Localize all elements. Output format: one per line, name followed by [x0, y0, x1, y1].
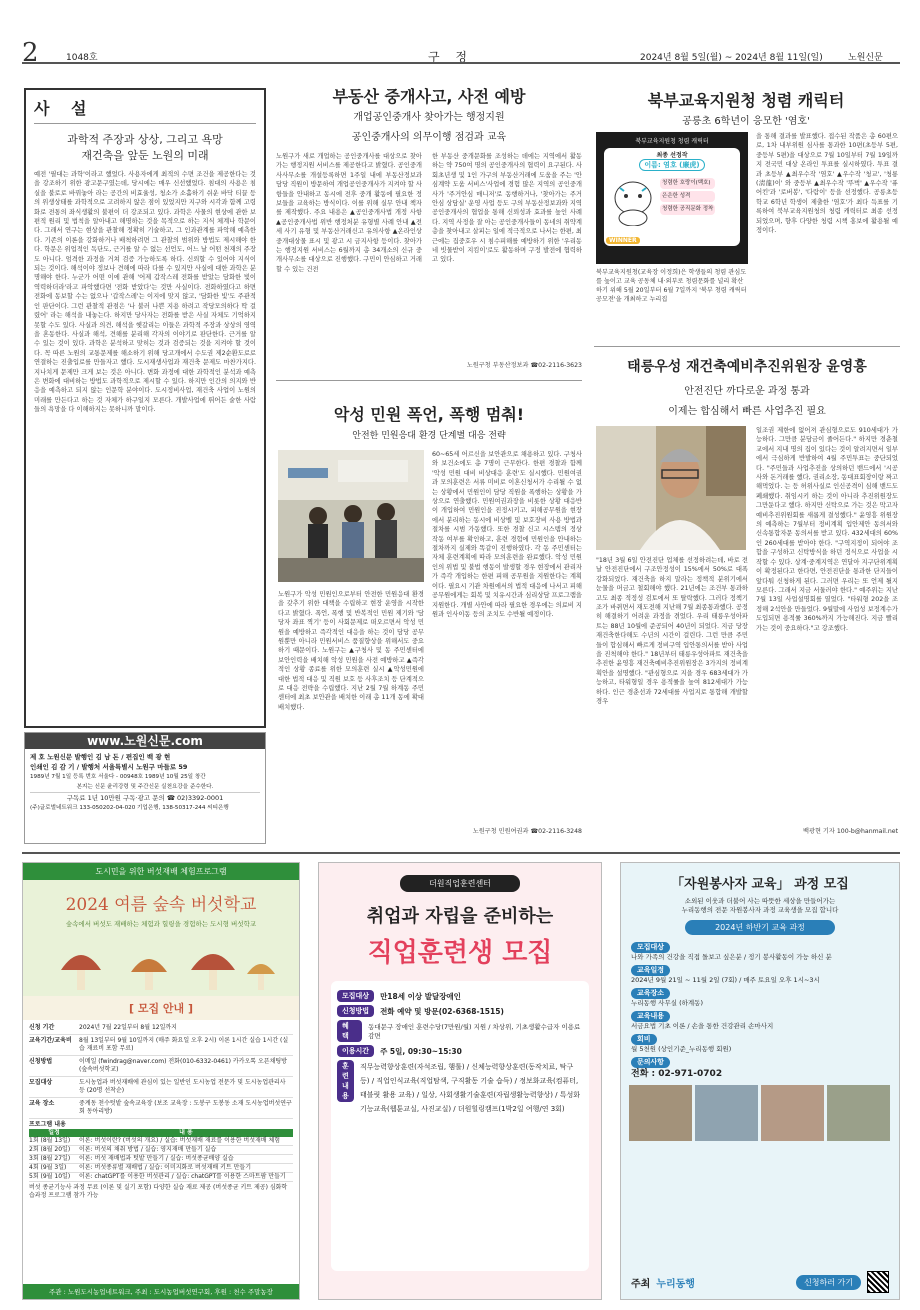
- ad-note: 버섯 종균기능사 과정 무료 (이론 및 실기 포함) 다양한 실습 재료 제공 (버섯종균 키트 제공) 심화학습과정 프로그램 참가 가능: [29, 1184, 288, 1199]
- header-rule: [22, 46, 900, 64]
- site-url[interactable]: www.노원신문.com: [25, 733, 265, 749]
- article-subtitle: 공릉초 6학년이 응모한 '염호': [682, 116, 810, 127]
- ad-tagline: 숲속에서 버섯도 재배하는 체험과 힐링을 경험하는 도시형 버섯학교: [65, 920, 257, 928]
- qr-code-icon[interactable]: [867, 1271, 889, 1293]
- article-column: 60~65세 어르신을 보안관으로 채용하고 있다. 구청사와 보건소에도 총 7명이 근무한다. 한편 경찰과 함께 '악성 민원 대비 비상대응 훈련'도 실시했다. 민원여권과 모의훈련은 서류 미비로 이혼신청서가 수리될 수 없는 상황에서 민원인이 담당 직원을 폭행하는 상황을 가상으로 연출했다. 민원여권과장을 비롯한 상황 대응반이 개입하여 민원인을 진정시키고, 피해공무원을 현장에서 분리하는 동시에 비상벨 및 보호장비 사용 방법과 절차를 시범 가동했다. 또한 경찰 신고 시스템의 정상 작동 여부를 확인하고, 훈련 경험에 민원인을 안내하는 절차까지 실제와 똑같이 진행하였다. 각 동 주민센터는 자체 훈련계획에 따라 모의훈련을 완료했다. 악성 민원인의 위법 및 불법 행동이 발생할 경우 현장에서 관리자가 즉각 개입하는 한편 피해 공무원을 지원한다는 계획이다. 필요시 기관 차원에서의 법적 대응에 나서고 피해공무원에게는 회복 및 치유시간과 심리상담 프로그램을 지원한다. 개별 사안에 따라 필요한 경우에는 의료비 지원과 인사이동 등의 조치도 수반될 예정이다.: [432, 451, 582, 618]
- tiger-mascot-icon: [610, 176, 656, 226]
- ad-info-box: 모집대상 만18세 이상 발달장애인 신청방법 전화 예약 및 방문(02-6368-1515) 혜 택 동대문구 장애인 훈련수당(7만원/월) 지원 / 차상위, 기초생활수급자 이용료 감면 이용시간 주 5일, 09:30~15:30 훈련내용 직무능력향상훈련(자석조립, 햄툴) / 신체능력향상훈련(동작치료, 탁구 등) / 직업인식교육(직업탐색, 구직활동 기술 습득) / 정보화교육(컴퓨터, 태블릿 활용 교육) / 일상, 사회생활기술훈련(자립생활능력향상) / 특성화 기능교육(웹툰교실, 사진교실) / 더원힐링캠프(1박2일 여행/연 3회): [331, 981, 589, 1271]
- article-column: 노원구가 악성 민원인으로부터 안전한 민원응대 환경을 갖추기 위한 대책을 수립하고 현장 운영을 시작한다고 밝혔다. 폭언, 폭행 및 반복적인 민원 제기와 '담당자 좌표 찍기' 등이 사회문제로 떠오르면서 악성 민원을 예방하고 즉각적인 대응을 하는 것이 담당 공무원뿐만 아니라 민원서비스 품질향상을 위해서도 중요하기 때문이다. 노원구는 ▲구청사 및 동 주민센터에 보안인력을 배치해 악성 민원을 사전 예방하고 ▲즉각적인 상황 종료를 위한 모의훈련 실시 ▲악성민원에 대한 법적 대응 및 직원 보호 등 사후조치 등 단계적으로 대응 전략을 수립했다. 지난 2월 7월 하계동 주민센터에 최초 보안관을 배치한 이래 총 11개 동에 확대 배치했다.: [278, 591, 424, 711]
- poster-trait: 청렴한 공직문화 정착: [660, 204, 715, 215]
- article-title: 북부교육지원청 청렴 캐릭터: [647, 91, 845, 110]
- ad-title: 2024 여름 숲속 버섯학교: [65, 895, 257, 915]
- article-column: 일조권 제한에 없어져 관심형으로도 910세대가 가능하다. 그만큼 분담금이 줄어든다." 하지만 경춘철교에서 지내 명의 집이 있다는 것이 알려지면서 일부에서 극심하게 반발하여 4월 주민투표는 중단되었다. "주민들과 사업추진을 상의하던 밴드에서 '시공사와 돈거래를 했다, 권리소장, 동대표회장이랑 짜고 해먹었다. 는 등 허위사실로 인신공격이 심해 밴드도 폐쇄했다. 취임시키 하는 것이 아니라 추진위원장도 그만둔다고 했다. 하지만 신탁으로 가는 것은 막고자 예비추진위원회를 새롭게 결성했다." 윤영흥 위원장의 예측하는 7월부터 정비계획 입안제안 동의서와 신속통합자문 동의서를 받고 있다. 432세대의 60%인 260세대를 받아야 한다. "구역지정이 되어야 조합을 구성하고 신탁방식을 하던 정식으로 사업을 시작할 수 있다. 상계·중계지역은 연달아 지구단위계획이 확정된다고 한다면, 안전진단을 통과한 단지들이 앞다퉈 신청하게 된다. 그러면 우리는 또 언제 될지 모른다. 그래서 지금 서둘러야 한다." 예주위는 지난 7월 13일 사업설명회를 열었다. "타워형 202을 조정해 2석안을 만들었다. 9월말에 사업성 보정계수가 도입되면 용적률 360%까지 가능해진다. 지금 빨리 가는 것이 중요하다."고 강조했다.: [756, 427, 898, 632]
- masthead: [24, 732, 266, 844]
- poster-label: 최종 선정작: [656, 152, 688, 159]
- article-column: 북부교육지원청(교육장 이정희)은 학생들의 청렴 관심도를 높이고 교육 공동체 내·외부로 청렴문화를 널리 확산하기 위해 5월 20일부터 6월 7일까지 '북부 청렴 캐릭터 공모전'을 개최하고 누리집: [596, 269, 747, 303]
- byline: 백광현 기자 100-b@hanmail.net: [803, 828, 898, 835]
- editorial-headline: 과학적 주장과 상상, 그리고 욕망 재건축을 앞둔 노원의 미래: [67, 133, 223, 162]
- issue-number: 1048호: [66, 53, 98, 63]
- ad-title: 「자원봉사자 교육」 과정 모집: [671, 877, 849, 892]
- article-subtitle: 안전진단 까다로운 과정 통과: [684, 386, 810, 397]
- masthead-row: 인쇄인 김 감 기 / 발행처 서울특별시 노원구 마들로 59: [30, 763, 188, 771]
- ad-info-rows: 신청 기간 2024년 7월 22일부터 8월 12일까지 교육기간/교육비 8월 13일부터 9월 10일까지 (매주 화요일 오후 2시) 이론 1시간 실습 1시간 (실습 재료비 포함 무료) 신청방법 이메일 (fwindrag@naver.com) 전화(010-6332-0461) 카카오톡 오픈채팅방 (숲속버섯학교) 모집대상 도시농업과 버섯재배에 관심이 있는 일반인 도시농업 전문가 및 도시농업관리사 등 (20명 선착순) 교육 장소 중계동 천수텃밭 숲속교육장 (보조 교육장 : 도봉구 도봉동 소재 도시농업버섯연구회 동아리방) 프로그램 내용 일정 내 용 1회 (8월 13일) 이론: 버섯이란? (버섯의 개요) / 실습: 버섯재배 재료를 이용한 버섯재배 체험 2회 (8월 20일) 이론: 버섯의 채취 방법 / 실습: 영지재배 만들기 실습 3회 (8월 27일) 이론: 버섯 재배법과 텃밭 만들기 / 실습: 버섯종균배양 실습 4회 (9월 3일) 이론: 버섯종류별 재배법 / 실습: 이미지화로 버섯재배 키트 만들기 5회 (9월 10일) 이론: chatGPT를 이용한 버섯관리 / 실습: chatGPT를 이용한 스마트팜 만들기 버섯 종균기능사 과정 무료 (이론 및 실기 포함) 다양한 실습 재료 제공 (버섯종균 키트 제공) 심화학습과정 프로그램 참가 가능: [29, 1024, 292, 1199]
- job-training-ad: [318, 862, 602, 1300]
- poster-trait: 청렴한 호랑이(백호): [660, 178, 715, 189]
- volunteer-ad: [620, 862, 900, 1300]
- masthead-row: 제 호 노원신문 발행인 김 남 돈 / 편집인 백 광 현: [30, 753, 171, 761]
- editorial-label: 사 설: [34, 96, 256, 124]
- article-column: 을 통해 결과를 발표했다. 접수된 작품은 총 60편으로, 1차 내부위원 심사를 통과한 10편(초등부 5편, 중등부 5편)을 대상으로 7월 10일부터 7월 19일까지 전국민 대상 온라인 투표를 실시하였다. 투표 결과 초등부 ▲최우수작 '염호' ▲우수작 '청교', '청룡(淸龍)이' 와 중등부 ▲최우수작 '뚜벅' ▲우수작 '퓨어킨'과 '로버봉', '다람이' 등을 선정했다. 공릉초등학교 6학년 학생이 제출한 '염호'가 최다 득표를 기록하여 북부교육지원청의 청렴 캐릭터로 최종 선정되었으며, 향후 다양한 청렴 시책 홍보에 활용될 예정이다.: [756, 133, 898, 235]
- brand-name: 노원신문: [848, 53, 883, 63]
- ad-subtitle: 소외된 이웃과 더불어 사는 따뜻한 세상을 만들어가는: [684, 897, 836, 905]
- masthead-row: 본지는 신문 윤리강령 및 주간신문 실천요강을 준수한다.: [76, 784, 214, 790]
- poster-org: 북부교육지원청 청렴 캐릭터: [635, 138, 709, 145]
- org-logo: 누리동행: [656, 1278, 695, 1290]
- interviewee-photo: [596, 426, 746, 550]
- photo-strip: [621, 1083, 899, 1143]
- ad-title-line2: 직업훈련생 모집: [367, 938, 553, 968]
- ad-subtitle: 누리동행의 전문 자원봉사자 과정 교육생을 모집 합니다: [681, 906, 839, 914]
- section-title: 구 정: [428, 50, 473, 64]
- article-subtitle: 개업공인중개사 찾아가는 행정지원: [353, 112, 505, 123]
- poster-trait: 은은한 성격: [660, 191, 715, 202]
- masthead-row: 구독료 1년 10만원 구독·광고 문의 ☎ 02)3392-0001: [30, 792, 260, 803]
- article-title: 악성 민원 폭언, 폭행 멈춰!: [333, 405, 525, 424]
- program-heading: 프로그램 내용: [29, 1121, 66, 1128]
- article-column: "18년 3월 6일 안전진단 업체를 선정하려는데, 바로 전날 안전진단에서 구조안정성이 15%에서 50%로 대폭 강화되었다. 재건축을 하지 말라는 정책적 분위기에서 눈물을 머금고 철회해야 했다. 21년에는 조건부 통과하고도 최종 적정성 검토에서 또 탈락했다. 그러다 정책기조가 바뀌면서 재도전해 지난해 7월 최종통과했다. 공정히 해결하기 어려운 과정을 겪었다. 우리 태릉우성아파트는 88년 10월에 준공되어 40년이 되었다. 지금 당장 재건축한다해도 수년의 시간이 걸린다. 그런 만큼 주민들이 합심해서 빠르게 정비구역 입안통의서를 받아 사업을 진척해야 한다." 18년부터 태릉우성아파트 재건축을 추진한 윤영흥 재건축예비추진위원장은 3가지의 정비계획안을 설명했다. "관심형으로 지을 경우 683세대가 가능하고, 타워형일 경우 용적률을 높여 812세대가 가능하다. 인근 경춘선과 72세대를 사업지로 통합해 개발할 경우: [596, 557, 748, 706]
- masthead-row: (주)글로벌네트워크 133-050202-04-020 기업은행, 138-50317-244 씨티은행: [30, 805, 229, 811]
- winner-badge: WINNER: [606, 237, 640, 244]
- apply-button[interactable]: 신청하러 가기: [796, 1275, 861, 1290]
- ad-footer: 주관 : 노원도시농업네트워크, 주최 : 도시농업버섯연구회, 후원 : 천수 주말농장: [23, 1284, 299, 1299]
- poster-name: 이름: 염호 (廉虎): [639, 159, 704, 171]
- contact-phone: 전화 : 02-971-0702: [631, 1069, 723, 1079]
- byline: 노원구청 민원여권과 ☎02-2116-3248: [472, 828, 582, 835]
- issue-date: 2024년 8월 5일(월) ~ 2024년 8월 11일(일): [640, 53, 823, 63]
- mushroom-icon: [41, 940, 281, 994]
- center-name: 더원직업훈련센터: [400, 875, 520, 892]
- ad-title-line1: 취업과 자립을 준비하는: [366, 906, 554, 927]
- editorial-body: 예전 '필대는 과학'이라고 했었다. 사용자에게 최적의 수면 조건을 제공한다는 것을 강조하기 위한 광고문구였는데, 당시에는 매우 신선했었다. 침대의 사용은 침실을 불로로 바꿔놓아 라는 공간의 비효율성, 청소가 소홀하기 쉬운 바닥 티끌 등의 위생상태를 과학적으로 고려하지 않은 점이 있었지만 지구와 시각과 함께 고령화로 전통의 좌식생활의 불편이 더 강조되고 있다. 과학은 사물의 현상에 관한 보편적 원리 및 법칙을 알아내고 해명하는 것을 목적으로 하는 지식 체계나 학문이다. 그래서 연구는 현상을 관찰해 정확히 기술하고, 그 인과관계를 파악해 예측한다. 기존의 이론을 강화하거나 배척하려면 그 관찰의 범위와 방법도 제시해야 한다. 학문은 위업적인 독단도, 근거를 알 수 없는 선언도, 어느 날 어떤 천재의 주장도 아니다. 엄격한 과정을 거쳐 검증 가능하도록 하다. 신뢰할 수 있어야 지식이 되는 것이다. 해석이야 정보나 견해에 따라 다를 수 있지만 사실에 대한 과학은 분명해야 한다. 누군가 어떤 이에 관해 '어제 갑작스레 전화를 받았는 담화한 빛이 역력하더라'라고 파악했다면 '전화 받았다'는 것만 사실이다. 전화하였다고 하면 전화에 동보할 수는 없으나 '갑작스레'는 이지에 맞지 않고, '담화한 빛'도 주관적인 판단이다. 그런 관찰적 관점은 '나 불러 나쁜 지용 하려고 작당모의하다 딱 걸렸어' 라는 해석을 내놓는다. 하지만 당사자는 전화를 받은 사실 자체도 기억하지 못할 수도 있다. 사실과 의견, 해석을 헷갈리는 이들은 과학적 주장과 상상의 영역을 혼동한다. 사실과 해석, 견해를 분리해 각자의 이야기로 판단한다. 근거를 알 수 있는 것이 있다. 과학은 분석하고 맞히는 것과 검증되는 것을 지켜야 할 것이다. 꼭 따른 노원의 교통문제를 해소하기 위해 당고개에서 수도권 제2순환도로로 연결하는 진출입로를 만들자고 했다. 도시재생사업과 재건축 문제도 마찬가지다. 지나치게 문제만 크게 보는 것은 아니다. 변화 과정에 대한 과학적인 분석과 예측은 변화에 대비하는 방법도 과학적으로 제시할 수 있다. 하지만 인간의 의지와 반응을 예측하고 되지 않는 인문학 분야이다. 도시정비사업, 재건축 사업이 노원의 미래를 만든다고 하는 것 자체가 하구일지 모른다. 개발사업에 뛰어든 숱한 사람들의 욕망을 다 이해하지는 못하니까 말이다.: [34, 171, 256, 414]
- article-column: 노원구가 새로 개업하는 공인중개사를 대상으로 찾아가는 행정지원 서비스를 제공한다고 밝혔다. 공인중개사사무소를 개설등록하면 1주일 내에 부동산정보과 담당 직원이 방문하여 개업공인중개사가 지켜야 할 사항들을 안내하고 동시에 전후 중개 활동에 필요한 정보들을 교육하는 방식이다. 이를 위해 실무 안내 책자를 제작했다. 주요 내용은 ▲공인중개사법 개정 사항 ▲공인중개사법 위반 행정처분 유형별 사례 안내 ▲전세 사기 유형 및 부동산거래신고 유의사항 ▲온라인상 중개대상물 표시 및 광고 시 금지사항 등이다. 찾아가는 행정지원 서비스는 6월까지 총 34개소의 신규 중개사무소를 대상으로 진행했다. 구민이 안심하고 거래할 수 있는 건전: [276, 153, 422, 273]
- article-title: 태릉우성 재건축예비추진위원장 윤영흥: [627, 359, 867, 375]
- complaint-drill-photo: [278, 450, 424, 582]
- article-subtitle: 안전한 민원응대 환경 단계별 대응 전략: [352, 431, 506, 441]
- term-badge: 2024년 하반기 교육 과정: [685, 920, 835, 935]
- article-title: 부동산 중개사고, 사전 예방: [332, 87, 526, 106]
- notice-heading: [ 모집 안내 ]: [23, 996, 299, 1020]
- article-column: 한 부동산 중개문화를 조성하는 데에는 지역에서 활동하는 약 750여 명의 공인중개사의 협력이 요구된다. 사회초년생 및 1인 가구의 부동산거래에 도움을 주는 '안심계약 도움 서비스'사업에 경험 많은 지역의 공인중개사가 '주거안심 매니저'로 동행하거나, '찾아가는 주거안심 상담실' 운영 사업 등도 구의 부동산정보과와 지역 공인중개사의 협업을 통해 신뢰성과 효과를 높인 사례다. 지역 사정을 잘 아는 공인중개사들이 동네의 취약계층을 찾아내고 살피는 일에 적극적으로 나서는 한편, 최근에는 집중호우 시 침수피해를 예방하기 위한 '우리동네 빗물받이 지킴이'로도 활동하며 구정 발전에 협력하고 있다.: [432, 153, 582, 264]
- editorial-box: [24, 88, 266, 728]
- ad-topline: 도시민을 위한 버섯재배 체험프로그램: [23, 863, 299, 880]
- mushroom-school-ad: [22, 862, 300, 1300]
- page-number: 2: [22, 38, 39, 68]
- masthead-row: 1989년 7월 1일 등록 번호 서울다 - 00948호 1989년 10월 25일 창간: [30, 774, 206, 780]
- ad-info-list: 모집대상 나와 가족의 건강을 직접 돌보고 싶은분 / 정기 봉사활동이 가능 하신 분 교육일정 2024년 9월 21일 ~ 11월 2일 (7회) / 매주 토요일 오후 1시~3시 교육장소 누리동행 사무실 (하계동) 교육내용 서금요법 기초 이론 / 손을 통한 건강관리 손마사지 회비 월 5천원 (상인기준_누리동행 회원) 문의사항 전화 : 02-971-0702: [621, 935, 899, 1083]
- article-subtitle: 공인중개사의 의무이행 점검과 교육: [351, 132, 507, 143]
- mascot-poster: [596, 132, 748, 264]
- host-label: 주최: [631, 1278, 651, 1290]
- article-subtitle: 이제는 합심해서 빠른 사업추진 필요: [668, 406, 826, 417]
- byline: 노원구청 부동산정보과 ☎02-2116-3623: [466, 362, 582, 369]
